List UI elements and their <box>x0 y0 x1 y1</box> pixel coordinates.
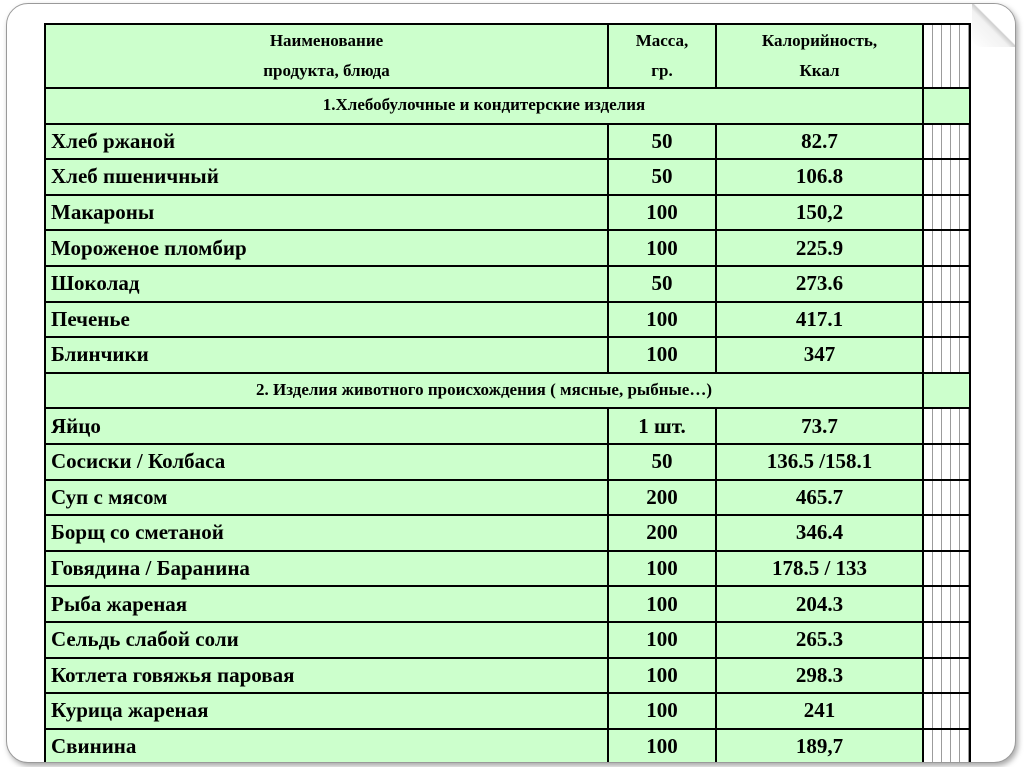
product-name-cell: Говядина / Баранина <box>45 551 608 587</box>
calorie-cell: 298.3 <box>716 658 923 694</box>
calorie-cell: 241 <box>716 693 923 729</box>
product-name-cell: Шоколад <box>45 266 608 302</box>
table-row <box>45 195 970 231</box>
product-name-cell: Хлеб пшеничный <box>45 159 608 195</box>
product-name-cell: Мороженое пломбир <box>45 230 608 266</box>
table-row <box>45 159 970 195</box>
table-row <box>45 124 970 160</box>
product-name-cell: Хлеб ржаной <box>45 124 608 160</box>
grid-cell <box>923 124 970 160</box>
product-name-cell: Печенье <box>45 302 608 338</box>
calorie-cell: 347 <box>716 337 923 373</box>
grid-cell <box>923 24 970 88</box>
grid-cell <box>923 480 970 516</box>
calorie-cell: 106.8 <box>716 159 923 195</box>
calorie-cell: 346.4 <box>716 515 923 551</box>
product-name-cell: Борщ со сметаной <box>45 515 608 551</box>
mass-cell: 100 <box>608 622 716 658</box>
grid-cell <box>923 302 970 338</box>
calorie-cell: 225.9 <box>716 230 923 266</box>
mass-cell: 100 <box>608 586 716 622</box>
grid-cell <box>923 266 970 302</box>
table-row <box>45 551 970 587</box>
table-row <box>45 408 970 444</box>
header-name-line1: Наименование <box>269 31 384 50</box>
mass-cell: 100 <box>608 230 716 266</box>
table-row <box>45 586 970 622</box>
product-name-cell: Макароны <box>45 195 608 231</box>
calorie-cell: 465.7 <box>716 480 923 516</box>
calorie-cell: 265.3 <box>716 622 923 658</box>
mass-cell: 100 <box>608 658 716 694</box>
mass-cell: 50 <box>608 444 716 480</box>
product-name-cell: Блинчики <box>45 337 608 373</box>
page-curl-decoration <box>972 3 1016 47</box>
mass-cell: 200 <box>608 480 716 516</box>
header-mass-line1: Масса, <box>635 31 689 50</box>
header-calorie-cell <box>716 24 923 88</box>
mass-cell: 100 <box>608 693 716 729</box>
table-row <box>45 693 970 729</box>
mass-cell: 50 <box>608 266 716 302</box>
product-name-cell: Рыба жареная <box>45 586 608 622</box>
table-row <box>45 729 970 763</box>
section-header-row <box>45 373 970 409</box>
mass-cell: 50 <box>608 159 716 195</box>
table-row <box>45 515 970 551</box>
grid-cell <box>923 515 970 551</box>
calorie-cell: 136.5 /158.1 <box>716 444 923 480</box>
section-title: 1.Хлебобулочные и кондитерские изделия <box>45 88 923 124</box>
product-name-cell: Сосиски / Колбаса <box>45 444 608 480</box>
header-mass-line2: гр. <box>651 61 673 80</box>
calorie-cell: 273.6 <box>716 266 923 302</box>
grid-cell <box>923 693 970 729</box>
mass-cell: 100 <box>608 302 716 338</box>
header-mass-cell <box>608 24 716 88</box>
calorie-table <box>44 23 971 763</box>
mass-cell: 200 <box>608 515 716 551</box>
grid-cell <box>923 622 970 658</box>
grid-cell <box>923 230 970 266</box>
calorie-cell: 417.1 <box>716 302 923 338</box>
table-row <box>45 622 970 658</box>
grid-cell <box>923 159 970 195</box>
product-name-cell: Яйцо <box>45 408 608 444</box>
calorie-cell: 82.7 <box>716 124 923 160</box>
grid-cell <box>923 444 970 480</box>
table-row <box>45 302 970 338</box>
product-name-cell: Курица жареная <box>45 693 608 729</box>
grid-cell <box>923 586 970 622</box>
mass-cell: 100 <box>608 195 716 231</box>
mass-cell: 100 <box>608 337 716 373</box>
mass-cell: 100 <box>608 729 716 763</box>
grid-cell <box>923 551 970 587</box>
calorie-cell: 73.7 <box>716 408 923 444</box>
grid-cell <box>923 373 970 409</box>
table-row <box>45 337 970 373</box>
product-name-cell: Свинина <box>45 729 608 763</box>
header-name-line2: продукта, блюда <box>263 61 390 80</box>
grid-cell <box>923 729 970 763</box>
table-row <box>45 266 970 302</box>
header-row <box>45 24 970 88</box>
table-row <box>45 480 970 516</box>
grid-cell <box>923 195 970 231</box>
section-header-row <box>45 88 970 124</box>
calorie-cell: 150,2 <box>716 195 923 231</box>
product-name-cell: Сельдь слабой соли <box>45 622 608 658</box>
header-calorie-line2: Ккал <box>799 61 840 80</box>
grid-cell <box>923 408 970 444</box>
mass-cell: 50 <box>608 124 716 160</box>
table-container <box>44 23 969 763</box>
mass-cell: 100 <box>608 551 716 587</box>
section-title: 2. Изделия животного происхождения ( мясные, рыбные…) <box>45 373 923 409</box>
grid-cell <box>923 658 970 694</box>
slide-frame <box>6 3 1016 763</box>
mass-cell: 1 шт. <box>608 408 716 444</box>
product-name-cell: Суп с мясом <box>45 480 608 516</box>
grid-cell <box>923 88 970 124</box>
product-name-cell: Котлета говяжья паровая <box>45 658 608 694</box>
table-row <box>45 658 970 694</box>
calorie-cell: 178.5 / 133 <box>716 551 923 587</box>
calorie-cell: 189,7 <box>716 729 923 763</box>
calorie-cell: 204.3 <box>716 586 923 622</box>
grid-cell <box>923 337 970 373</box>
header-calorie-line1: Калорийность, <box>761 31 878 50</box>
table-row <box>45 230 970 266</box>
table-row <box>45 444 970 480</box>
header-name-cell <box>45 24 608 88</box>
